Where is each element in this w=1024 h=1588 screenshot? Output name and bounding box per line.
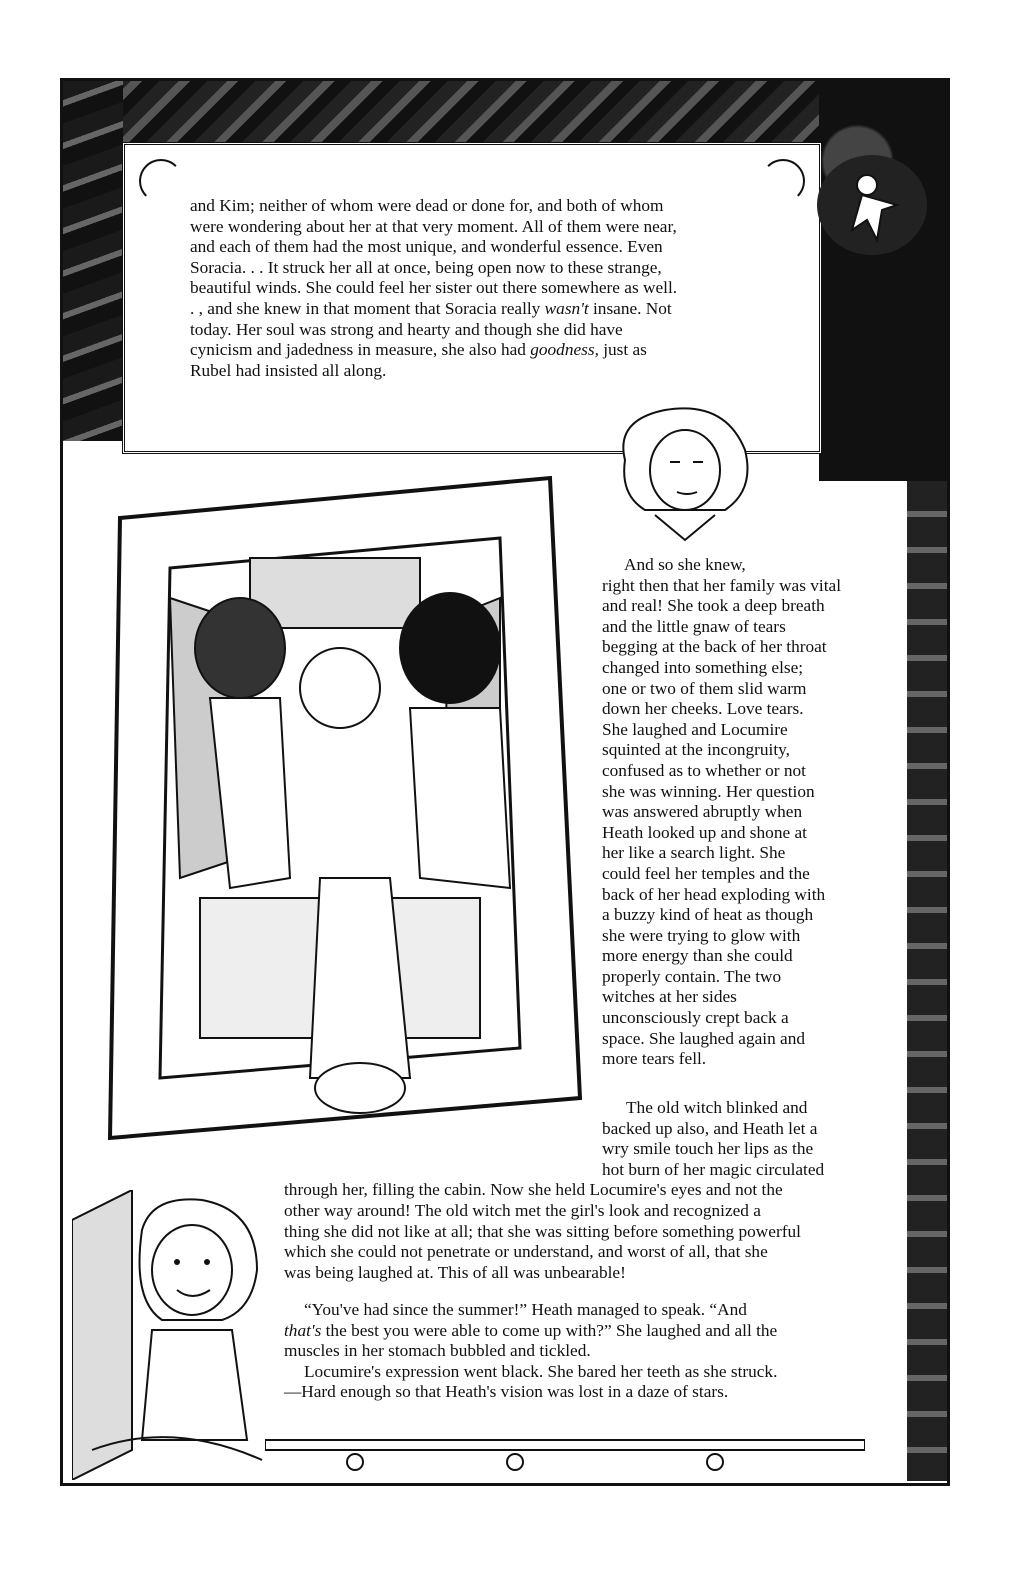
text-line: back of her head exploding with xyxy=(602,884,826,904)
text-run: insane. Not xyxy=(588,298,672,318)
text-line: beautiful winds. She could feel her sister out there somewhere as well. xyxy=(190,278,678,298)
heath-smiling-illustration xyxy=(72,1190,272,1480)
text-line: other way around! The old witch met the girl's look and recognized a xyxy=(284,1200,761,1220)
text-line: —Hard enough so that Heath's vision was lost in a daze of stars. xyxy=(284,1382,729,1402)
text-line: right then that her family was vital xyxy=(602,575,841,595)
text-line: her like a search light. She xyxy=(602,843,786,863)
top-paragraph xyxy=(190,196,762,381)
text-line xyxy=(190,340,762,361)
text-line: were wondering about her at that very moment. All of them were near, xyxy=(190,216,677,236)
text-line: confused as to whether or not xyxy=(602,760,806,780)
emphasis: wasn't xyxy=(544,298,589,318)
text-line: hot burn of her magic circulated xyxy=(602,1159,825,1179)
text-run: just as xyxy=(598,340,647,360)
text-line: and real! She took a deep breath xyxy=(602,596,825,616)
text-line: She laughed and Locumire xyxy=(602,719,788,739)
text-line: more energy than she could xyxy=(602,946,793,966)
text-line: begging at the back of her throat xyxy=(602,637,827,657)
text-line: through her, filling the cabin. Now she held Locumire's eyes and not the xyxy=(284,1180,783,1200)
text-line: witches at her sides xyxy=(602,987,737,1007)
text-run: cynicism and jadedness in measure, she also had xyxy=(190,340,531,360)
text-line: “You've had since the summer!” Heath managed to speak. “And xyxy=(304,1300,747,1319)
side-paragraph xyxy=(602,555,872,1070)
text-line: she was winning. Her question xyxy=(602,781,815,801)
text-run: the best you were able to come up with?” She laughed and all the xyxy=(321,1320,778,1340)
text-line: which she could not penetrate or understand, and worst of all, that she xyxy=(284,1242,768,1262)
text-line: down her cheeks. Love tears. xyxy=(602,699,804,719)
decorative-border-left xyxy=(63,81,123,441)
text-line: Heath looked up and shone at xyxy=(602,822,807,842)
text-line: more tears fell. xyxy=(602,1049,707,1069)
text-line: properly contain. The two xyxy=(602,966,782,986)
text-line: And so she knew, xyxy=(624,555,746,574)
decorative-border-right xyxy=(819,81,947,481)
text-line: Rubel had insisted all along. xyxy=(190,360,387,380)
text-line: muscles in her stomach bubbled and tickled. xyxy=(284,1341,591,1361)
text-line: Soracia. . . It struck her all at once, being open now to these strange, xyxy=(190,257,662,277)
closing-paragraph xyxy=(284,1300,870,1403)
text-line: Locumire's expression went black. She bared her teeth as she struck. xyxy=(304,1361,778,1381)
emphasis: that's xyxy=(284,1320,322,1340)
text-line: thing she did not like at all; that she was sitting before something powerful xyxy=(284,1221,801,1241)
text-line: squinted at the incongruity, xyxy=(602,740,790,760)
text-run: . , and she knew in that moment that Soracia really xyxy=(190,298,545,318)
text-line: and each of them had the most unique, and wonderful essence. Even xyxy=(190,237,663,257)
text-line: unconsciously crept back a xyxy=(602,1008,789,1028)
decorative-rail xyxy=(265,1432,865,1472)
lower-paragraph xyxy=(284,1098,870,1283)
text-line: wry smile touch her lips as the xyxy=(602,1139,814,1159)
text-line: she were trying to glow with xyxy=(602,925,801,945)
text-line: today. Her soul was strong and hearty and though she did have xyxy=(190,319,623,339)
text-line: and the little gnaw of tears xyxy=(602,616,786,636)
decorative-vine-strip xyxy=(907,481,947,1481)
text-line: was answered abruptly when xyxy=(602,802,803,822)
text-line: The old witch blinked and xyxy=(626,1098,808,1117)
text-line: backed up also, and Heath let a xyxy=(602,1118,818,1138)
emphasis: goodness, xyxy=(530,340,599,360)
text-line: could feel her temples and the xyxy=(602,863,810,883)
text-line xyxy=(284,1321,870,1342)
text-line xyxy=(190,299,762,320)
text-line: a buzzy kind of heat as though xyxy=(602,905,814,925)
text-line: was being laughed at. This of all was unbearable! xyxy=(284,1262,626,1282)
text-line: and Kim; neither of whom were dead or done for, and both of whom xyxy=(190,196,664,215)
flying-fairy-illustration xyxy=(812,150,932,260)
carriage-scene-illustration xyxy=(80,458,594,1158)
heath-portrait-illustration xyxy=(605,400,760,550)
text-line: one or two of them slid warm xyxy=(602,678,807,698)
text-line: space. She laughed again and xyxy=(602,1028,805,1048)
text-line: changed into something else; xyxy=(602,657,804,677)
